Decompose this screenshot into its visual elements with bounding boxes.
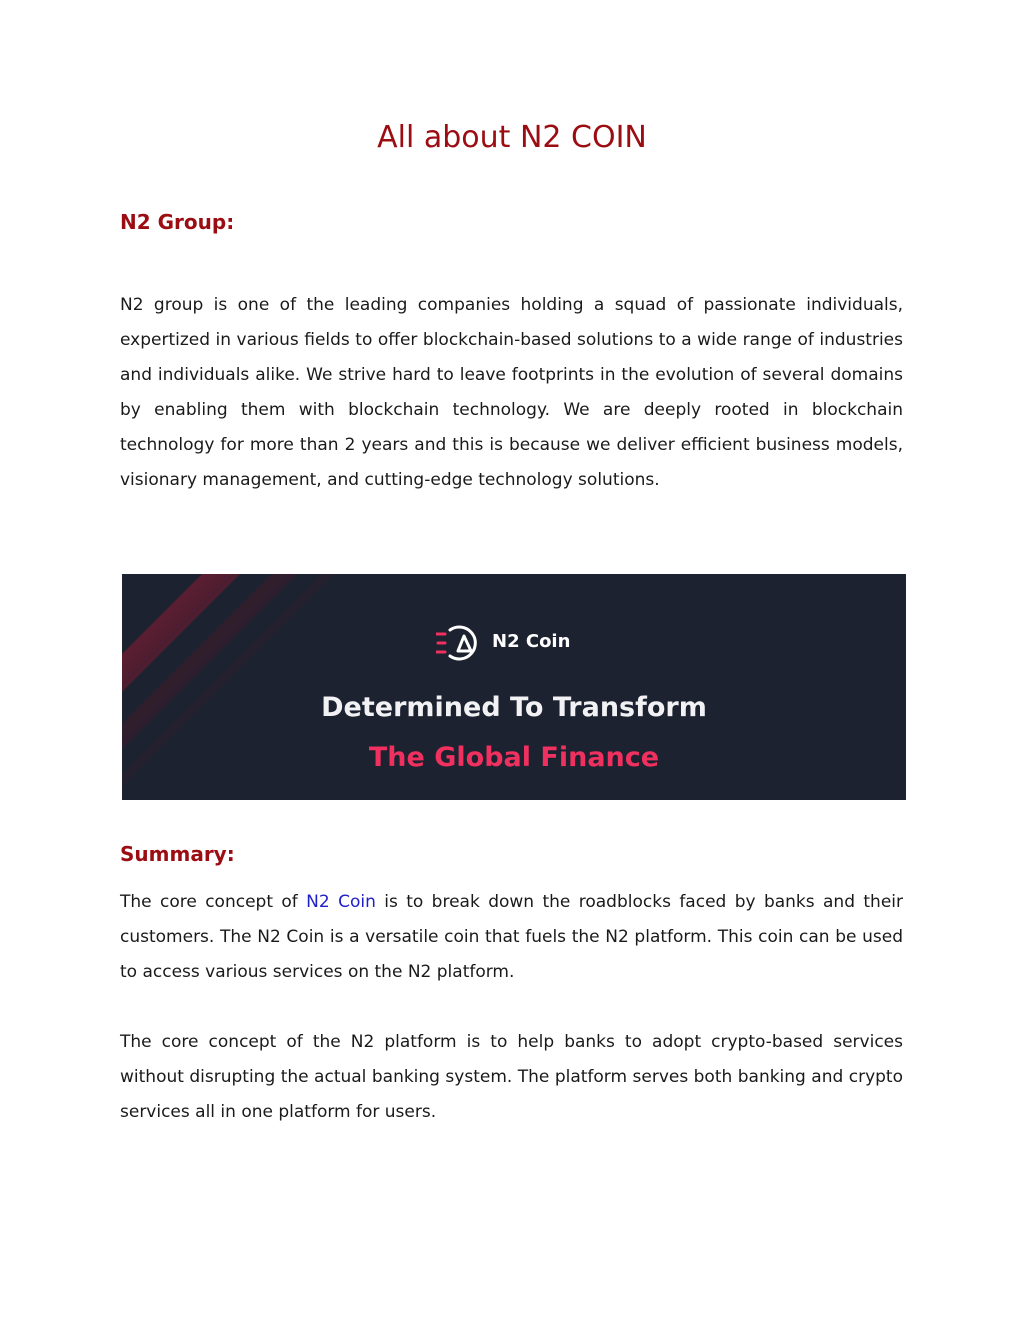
summary-paragraph-2: The core concept of the N2 platform is to help banks to adopt crypto-based services without disrupting the actual banking system. The platform serves both banking and crypto services all in one platform for users. (120, 1032, 903, 1122)
n2-coin-logo-icon (436, 622, 484, 664)
page-title: All about N2 COIN (377, 120, 647, 155)
summary-text-after-link: is to break down the roadblocks faced by banks and their customers. The N2 Coin is a versatile coin that fuels the N2 platform. This coin can be used to access various services on the N2 platform. (120, 892, 903, 982)
banner-brand-name: N2 Coin (492, 631, 571, 652)
n2-group-paragraph: N2 group is one of the leading companies holding a squad of passionate individuals, expertized in various fields to offer blockchain-based solutions to a wide range of industries and individuals alike. We strive hard to leave footprints in the evolution of several domains by enabling them with blockchain technology. We are deeply rooted in blockchain technology for more than 2 years and this is because we deliver efficient business models, visionary management, and cutting-edge technology solutions. (120, 295, 903, 490)
banner-headline-line1: Determined To Transform (321, 692, 707, 723)
summary-paragraph-1 (120, 885, 903, 990)
section-heading-n2-group: N2 Group: (120, 210, 235, 234)
banner-headline-line2: The Global Finance (368, 742, 660, 773)
n2-coin-link[interactable]: N2 Coin (306, 892, 376, 912)
section-heading-summary: Summary: (120, 842, 235, 866)
summary-text-before-link: The core concept of (120, 892, 307, 912)
